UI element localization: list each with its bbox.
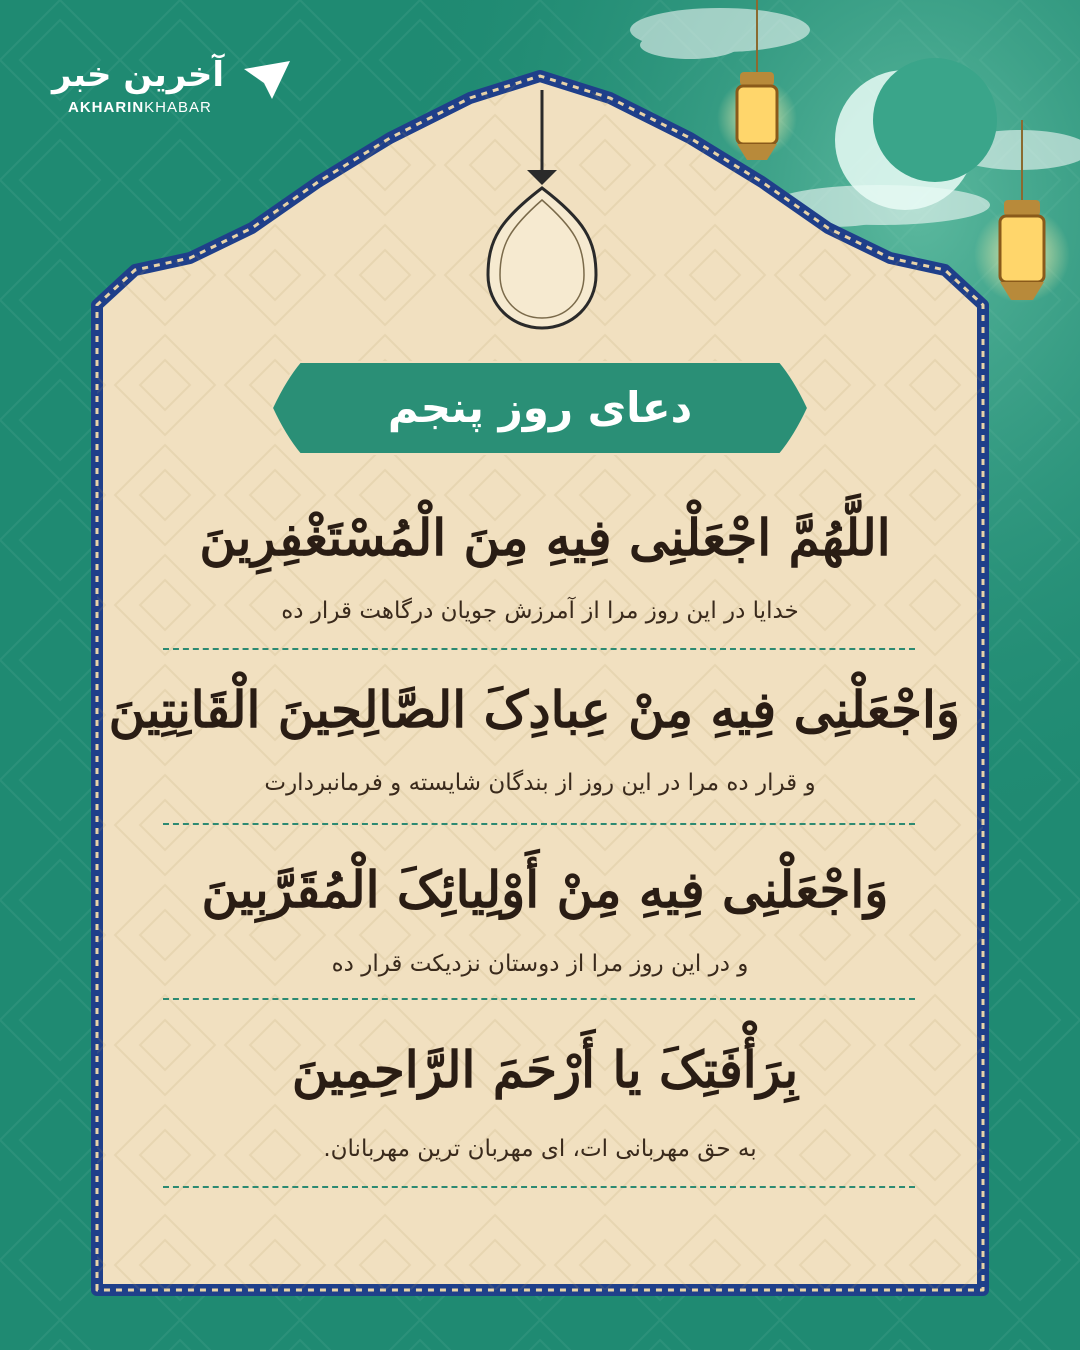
brand-name-fa: آخرین خبر xyxy=(52,55,225,95)
page-title: دعای روز پنجم xyxy=(387,383,693,432)
prayer-verse-3: وَاجْعَلْنِی فِیهِ مِنْ أَوْلِیائِکَ الْمُقَرَّبِینَ xyxy=(201,860,889,919)
prayer-translation-3: و در این روز مرا از دوستان نزدیکت قرار ده xyxy=(331,951,749,977)
divider xyxy=(163,998,915,1000)
brand-name-en: AKHARINKHABAR xyxy=(68,99,212,116)
brand-logo xyxy=(52,55,302,125)
brand-logo-icon xyxy=(242,61,292,101)
prayer-verse-2: وَاجْعَلْنِی فِیهِ مِنْ عِبادِکَ الصَّالِحِینَ الْقَانِتِینَ xyxy=(108,680,960,739)
divider xyxy=(163,648,915,650)
prayer-verse-1: اللَّهُمَّ اجْعَلْنِی فِیهِ مِنَ الْمُسْتَغْفِرِینَ xyxy=(199,508,891,567)
divider xyxy=(163,1186,915,1188)
prayer-verse-4: بِرَأْفَتِکَ یا أَرْحَمَ الرَّاحِمِینَ xyxy=(291,1040,799,1099)
prayer-translation-1: خدایا در این روز مرا از آمرزش جویان درگاهت قرار ده xyxy=(281,598,799,624)
prayer-translation-2: و قرار ده مرا در این روز از بندگان شایسته و فرمانبردارت xyxy=(264,770,816,796)
divider xyxy=(163,823,915,825)
prayer-translation-4: به حق مهربانی ات، ای مهربان ترین مهربانان. xyxy=(323,1136,757,1162)
